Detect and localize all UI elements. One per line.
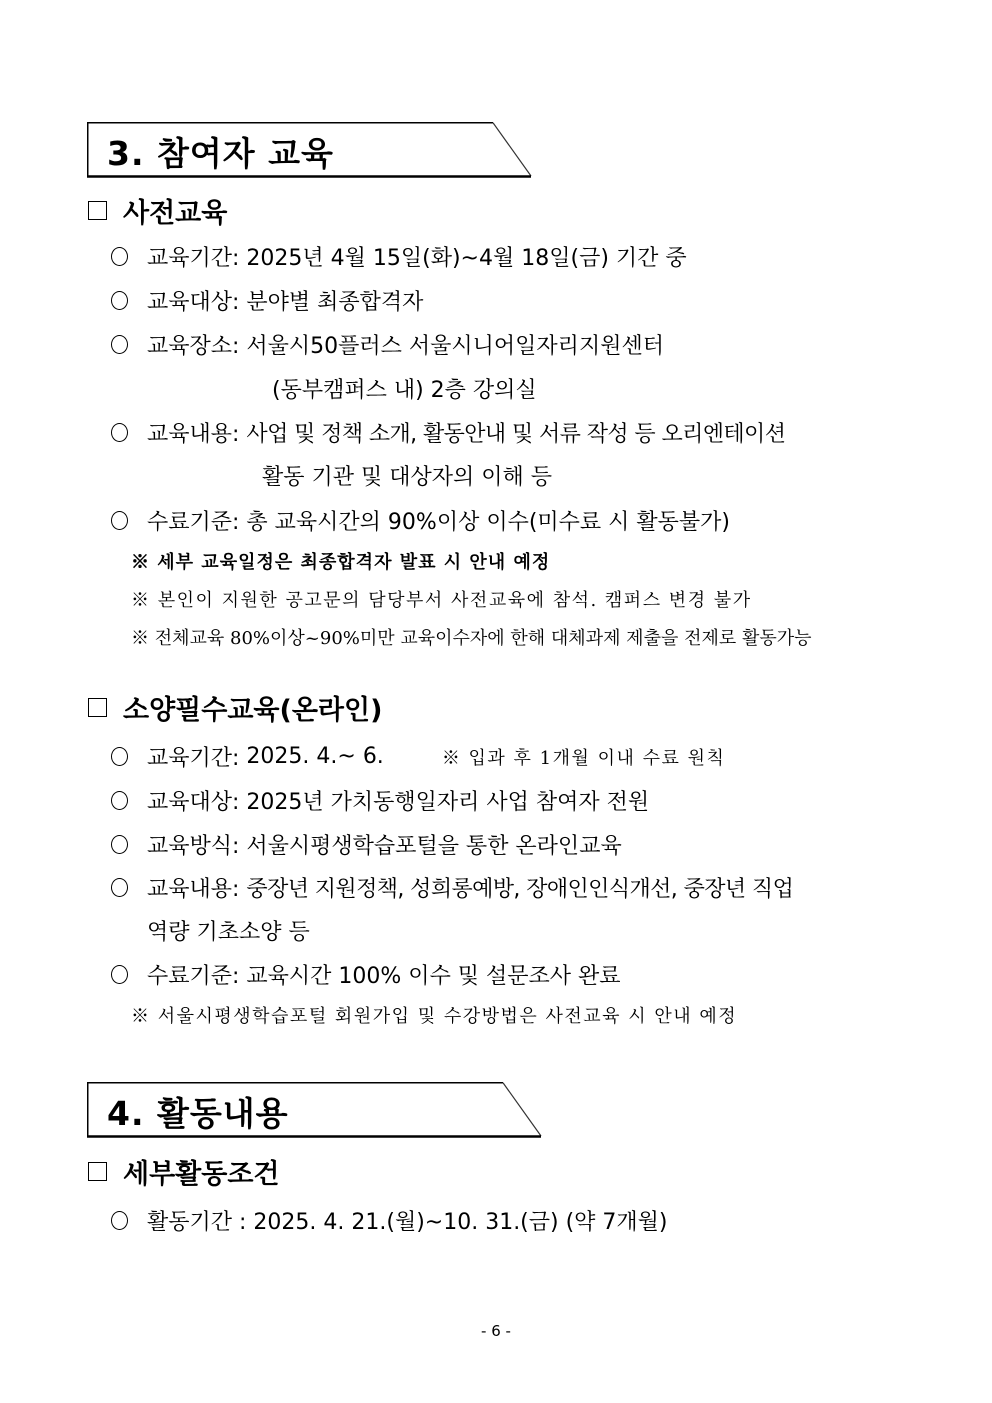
square-bullet-icon bbox=[88, 1162, 107, 1181]
subsection-title: 세부활동조건 bbox=[123, 1159, 280, 1190]
item-label: 교육대상: bbox=[147, 290, 240, 315]
circle-bullet-icon bbox=[111, 835, 128, 854]
item-label: 수료기준: bbox=[147, 964, 240, 989]
section-header-4 bbox=[87, 1082, 543, 1137]
item-value: 2025. 4. 21.(월)~10. 31.(금) (약 7개월) bbox=[253, 1210, 668, 1235]
item-label: 교육장소: bbox=[147, 334, 240, 359]
item-value: 2025년 4월 15일(화)~4월 18일(금) 기간 중 bbox=[246, 246, 687, 271]
circle-bullet-icon bbox=[111, 511, 128, 530]
circle-bullet-icon bbox=[111, 291, 128, 310]
item-label: 교육대상: bbox=[147, 790, 240, 815]
item-label: 교육내용: bbox=[147, 877, 240, 902]
item-continuation: 활동 기관 및 대상자의 이해 등 bbox=[262, 465, 552, 490]
page-number: - 6 - bbox=[481, 1322, 511, 1340]
item-value: 서울시평생학습포털을 통한 온라인교육 bbox=[246, 834, 622, 859]
subsection-title: 소양필수교육(온라인) bbox=[123, 695, 383, 726]
list-item bbox=[111, 785, 649, 816]
square-bullet-icon bbox=[88, 201, 107, 220]
item-label: 교육방식: bbox=[147, 834, 240, 859]
item-continuation: 역량 기초소양 등 bbox=[147, 920, 310, 945]
list-item bbox=[111, 241, 687, 272]
note: ※ 세부 교육일정은 최종합격자 발표 시 안내 예정 bbox=[131, 552, 551, 573]
item-label: 교육기간: bbox=[147, 746, 240, 771]
item-value: 서울시50플러스 서울시니어일자리지원센터 bbox=[246, 334, 664, 359]
list-item bbox=[111, 959, 621, 990]
note: ※ 전체교육 80%이상~90%미만 교육이수자에 한해 대체과제 제출을 전제로 활동가능 bbox=[131, 628, 812, 649]
item-value: 사업 및 정책 소개, 활동안내 및 서류 작성 등 오리엔테이션 bbox=[246, 422, 786, 447]
circle-bullet-icon bbox=[111, 1211, 128, 1230]
list-item bbox=[111, 872, 793, 903]
item-value: 교육시간 100% 이수 및 설문조사 완료 bbox=[246, 964, 621, 989]
circle-bullet-icon bbox=[111, 747, 128, 766]
item-value: 중장년 지원정책, 성희롱예방, 장애인인식개선, 중장년 직업 bbox=[246, 877, 794, 902]
subsection-heading-online-training bbox=[88, 688, 382, 727]
list-item bbox=[111, 741, 725, 772]
item-value: 2025년 가치동행일자리 사업 참여자 전원 bbox=[246, 790, 650, 815]
subsection-title: 사전교육 bbox=[123, 198, 228, 229]
circle-bullet-icon bbox=[111, 965, 128, 984]
inline-note: ※ 입과 후 1개월 이내 수료 원칙 bbox=[441, 747, 726, 769]
item-value: 분야별 최종합격자 bbox=[246, 290, 424, 315]
item-label: 교육내용: bbox=[147, 422, 240, 447]
circle-bullet-icon bbox=[111, 791, 128, 810]
item-label: 교육기간: bbox=[147, 246, 240, 271]
list-item bbox=[111, 417, 785, 448]
note: ※ 서울시평생학습포털 회원가입 및 수강방법은 사전교육 시 안내 예정 bbox=[131, 1006, 738, 1027]
item-value: 2025. 4.~ 6. bbox=[246, 744, 384, 769]
circle-bullet-icon bbox=[111, 878, 128, 897]
subsection-heading-pre-training bbox=[88, 191, 227, 230]
circle-bullet-icon bbox=[111, 423, 128, 442]
list-item bbox=[111, 329, 664, 360]
circle-bullet-icon bbox=[111, 247, 128, 266]
item-label: 수료기준: bbox=[147, 510, 240, 535]
section-header-3 bbox=[87, 122, 533, 177]
list-item bbox=[111, 505, 730, 536]
item-label: 활동기간 : bbox=[147, 1210, 247, 1235]
circle-bullet-icon bbox=[111, 335, 128, 354]
note: ※ 본인이 지원한 공고문의 담당부서 사전교육에 참석. 캠퍼스 변경 불가 bbox=[131, 590, 752, 611]
item-continuation: (동부캠퍼스 내) 2층 강의실 bbox=[272, 378, 537, 403]
list-item bbox=[111, 829, 622, 860]
item-value: 총 교육시간의 90%이상 이수(미수료 시 활동불가) bbox=[246, 510, 730, 535]
list-item bbox=[111, 1205, 668, 1236]
square-bullet-icon bbox=[88, 698, 107, 717]
section-title: 4. 활동내용 bbox=[107, 1094, 289, 1133]
section-title: 3. 참여자 교육 bbox=[107, 134, 334, 173]
subsection-heading-activity-conditions bbox=[88, 1152, 280, 1191]
list-item bbox=[111, 285, 423, 316]
